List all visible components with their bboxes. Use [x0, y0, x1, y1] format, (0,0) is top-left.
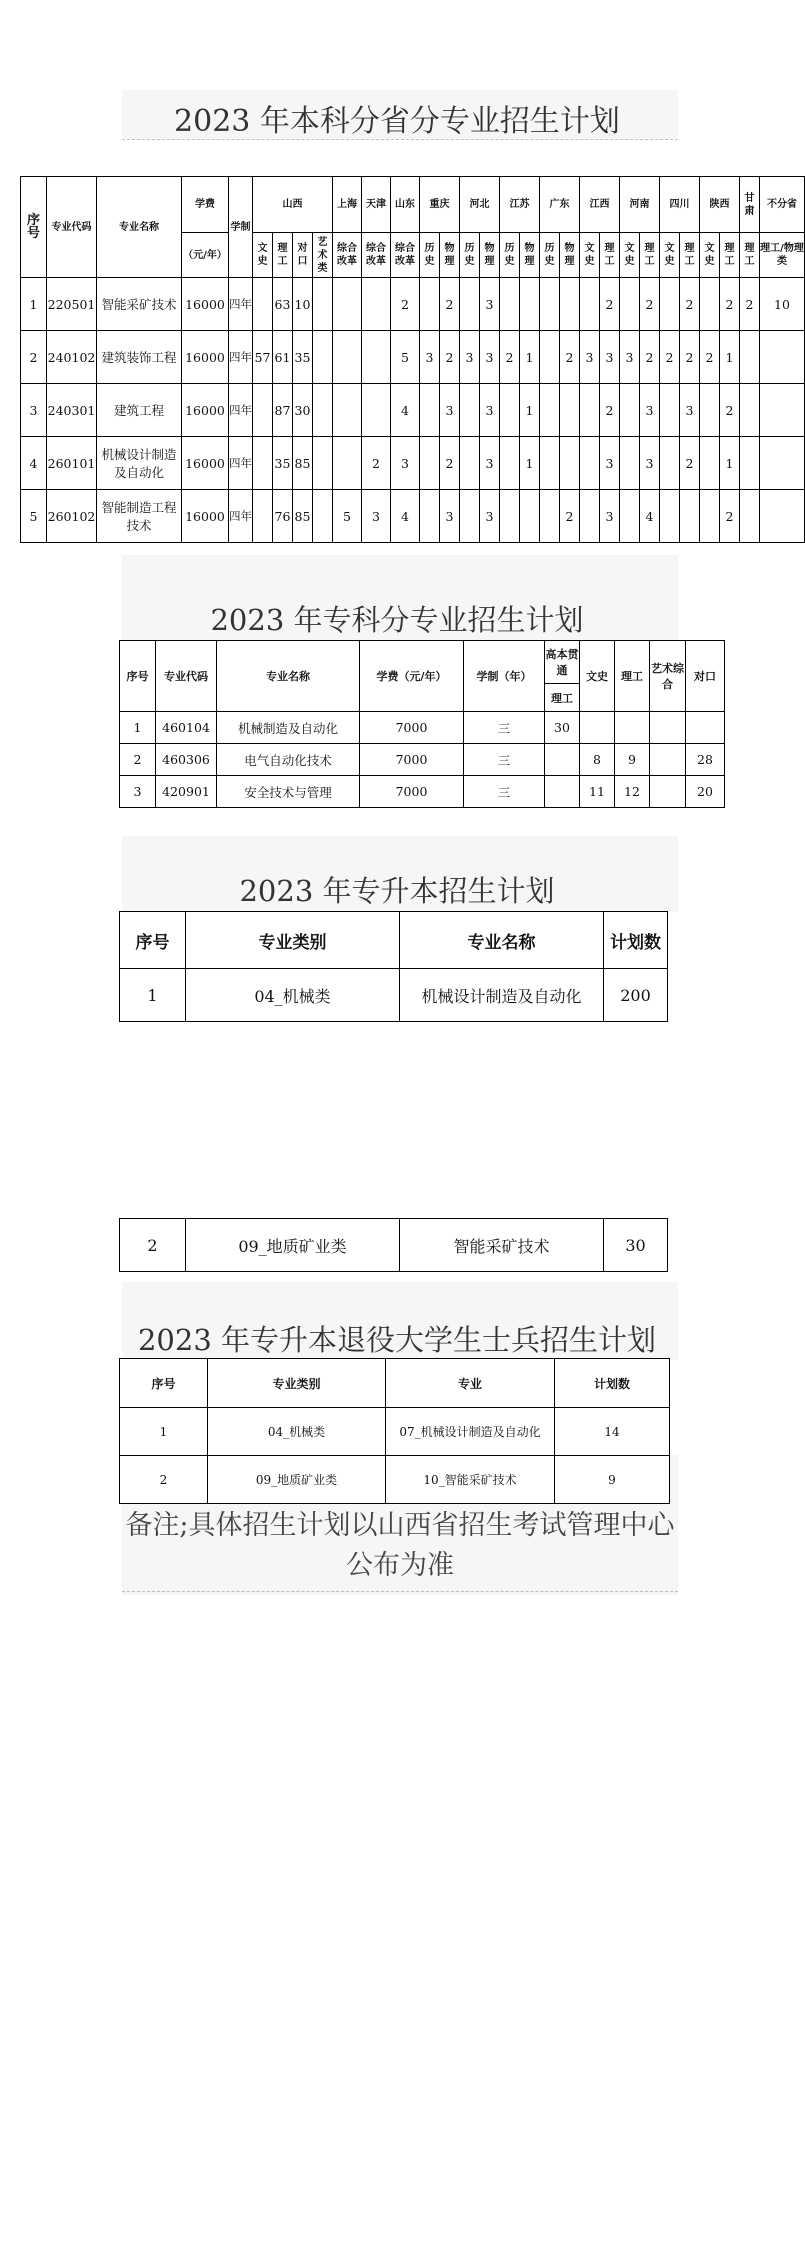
cell-code: 460306 — [156, 744, 217, 776]
cell-value — [313, 278, 333, 331]
cell-value — [660, 384, 680, 437]
c-hdr-code: 专业代码 — [156, 641, 217, 712]
hdr-seq: 序号 — [21, 177, 47, 278]
cell-value — [460, 490, 480, 543]
cell-value — [313, 437, 333, 490]
cell-value: 1 — [720, 331, 740, 384]
cell-value: 2 — [440, 331, 460, 384]
cell-value — [500, 437, 520, 490]
cell-years: 四年 — [229, 490, 253, 543]
cell-value — [760, 490, 805, 543]
table-row — [21, 278, 805, 331]
cell-seq: 1 — [120, 969, 186, 1022]
cell-value — [540, 437, 560, 490]
cell-value — [686, 712, 725, 744]
c-hdr-duikou: 对口 — [686, 641, 725, 712]
cell-value: 10 — [760, 278, 805, 331]
cell-value: 10 — [293, 278, 313, 331]
cell-value: 61 — [273, 331, 293, 384]
cell-value — [540, 384, 560, 437]
cell-seq: 3 — [21, 384, 47, 437]
cell-value — [620, 384, 640, 437]
cell-value — [740, 384, 760, 437]
cell-value — [740, 331, 760, 384]
cell-value: 1 — [720, 437, 740, 490]
subheader-cell: 理工 — [640, 233, 660, 278]
subheader-cell: 物理 — [440, 233, 460, 278]
cell-seq: 3 — [120, 776, 156, 808]
cell-name: 智能制造工程技术 — [97, 490, 182, 543]
cell-fee: 16000 — [182, 490, 229, 543]
undergrad-table — [20, 176, 805, 543]
c-hdr-ligong: 理工 — [615, 641, 650, 712]
subheader-cell: 物理 — [560, 233, 580, 278]
subheader-cell: 综合改革 — [391, 233, 420, 278]
cell-value: 3 — [620, 331, 640, 384]
cell-value — [253, 437, 273, 490]
cell-years: 三 — [464, 712, 545, 744]
hdr-shaanxi: 陕西 — [700, 177, 740, 233]
cell-value — [313, 490, 333, 543]
cell-value: 85 — [293, 490, 313, 543]
cell-value — [545, 744, 580, 776]
cell-value — [460, 437, 480, 490]
cell-value — [460, 384, 480, 437]
cell-value: 2 — [560, 331, 580, 384]
cell-value — [333, 384, 362, 437]
cell-value: 11 — [580, 776, 615, 808]
cell-fee: 16000 — [182, 384, 229, 437]
cell-value — [700, 384, 720, 437]
footnote: 备注;具体招生计划以山西省招生考试管理中心公布为准 — [125, 1510, 675, 1581]
cell-name: 10_智能采矿技术 — [386, 1456, 555, 1504]
hdr-shanghai: 上海 — [333, 177, 362, 233]
cell-name: 智能采矿技术 — [400, 1219, 604, 1272]
u-hdr-name: 专业名称 — [400, 912, 604, 969]
cell-value — [540, 490, 560, 543]
cell-value: 2 — [600, 384, 620, 437]
cell-value — [740, 437, 760, 490]
hdr-chongqing: 重庆 — [420, 177, 460, 233]
cell-seq: 2 — [21, 331, 47, 384]
cell-category: 09_地质矿业类 — [208, 1456, 386, 1504]
cell-value: 2 — [500, 331, 520, 384]
undergrad-title: 2023 年本科分省分专业招生计划 — [174, 104, 620, 139]
cell-value: 4 — [391, 384, 420, 437]
cell-value: 2 — [600, 278, 620, 331]
table-row — [120, 712, 725, 744]
cell-value: 3 — [460, 331, 480, 384]
cell-seq: 1 — [120, 1408, 208, 1456]
cell-value — [333, 437, 362, 490]
cell-value: 3 — [420, 331, 440, 384]
cell-value: 2 — [660, 331, 680, 384]
cell-value — [615, 712, 650, 744]
cell-code: 240301 — [47, 384, 97, 437]
cell-value — [580, 437, 600, 490]
cell-value: 2 — [440, 278, 460, 331]
cell-value — [313, 331, 333, 384]
cell-name: 07_机械设计制造及自动化 — [386, 1408, 555, 1456]
subheader-cell: 理工 — [273, 233, 293, 278]
cell-count: 30 — [604, 1219, 668, 1272]
table-row — [120, 1456, 670, 1504]
cell-value — [545, 776, 580, 808]
table-row — [120, 969, 668, 1022]
subheader-cell: 物理 — [480, 233, 500, 278]
hdr-fee-unit: （元/年） — [182, 233, 229, 278]
cell-value — [333, 278, 362, 331]
cell-years: 四年 — [229, 384, 253, 437]
cell-years: 四年 — [229, 331, 253, 384]
cell-count: 200 — [604, 969, 668, 1022]
hdr-guangdong: 广东 — [540, 177, 580, 233]
cell-value — [540, 331, 560, 384]
c-hdr-gbt-sub: 理工 — [545, 684, 580, 712]
cell-name: 安全技术与管理 — [217, 776, 360, 808]
cell-value: 2 — [680, 331, 700, 384]
hdr-years: 学制 — [229, 177, 253, 278]
college-table — [119, 640, 725, 808]
subheader-cell: 文史 — [580, 233, 600, 278]
upgrade-title: 2023 年专升本招生计划 — [239, 874, 555, 908]
cell-value — [740, 490, 760, 543]
hdr-fee: 学费 — [182, 177, 229, 233]
subheader-cell: 理工 — [720, 233, 740, 278]
cell-value: 30 — [293, 384, 313, 437]
cell-years: 四年 — [229, 437, 253, 490]
cell-value: 2 — [680, 278, 700, 331]
hdr-sichuan: 四川 — [660, 177, 700, 233]
table-row — [120, 744, 725, 776]
cell-value: 2 — [640, 278, 660, 331]
cell-value — [520, 490, 540, 543]
c-hdr-art: 艺术综合 — [650, 641, 686, 712]
cell-value — [760, 437, 805, 490]
cell-value — [660, 437, 680, 490]
cell-value: 1 — [520, 384, 540, 437]
cell-seq: 2 — [120, 1456, 208, 1504]
cell-value: 35 — [273, 437, 293, 490]
cell-value: 35 — [293, 331, 313, 384]
subheader-cell: 历史 — [460, 233, 480, 278]
cell-value: 8 — [580, 744, 615, 776]
subheader-cell: 综合改革 — [362, 233, 391, 278]
subheader-cell: 文史 — [620, 233, 640, 278]
cell-value: 76 — [273, 490, 293, 543]
cell-seq: 2 — [120, 1219, 186, 1272]
hdr-name: 专业名称 — [97, 177, 182, 278]
subheader-cell: 艺术类 — [313, 233, 333, 278]
cell-value — [760, 384, 805, 437]
cell-value — [650, 744, 686, 776]
cell-seq: 1 — [120, 712, 156, 744]
hdr-henan: 河南 — [620, 177, 660, 233]
veteran-title: 2023 年专升本退役大学生士兵招生计划 — [137, 1323, 657, 1357]
cell-value: 1 — [520, 437, 540, 490]
subheader-cell: 历史 — [500, 233, 520, 278]
note-divider — [122, 1591, 678, 1592]
cell-value — [362, 278, 391, 331]
cell-value — [760, 331, 805, 384]
cell-code: 240102 — [47, 331, 97, 384]
cell-value: 63 — [273, 278, 293, 331]
cell-value: 2 — [440, 437, 460, 490]
cell-code: 260101 — [47, 437, 97, 490]
cell-fee: 7000 — [360, 744, 464, 776]
cell-value: 3 — [480, 490, 500, 543]
table-row — [120, 776, 725, 808]
cell-value: 5 — [333, 490, 362, 543]
c-hdr-seq: 序号 — [120, 641, 156, 712]
cell-value: 3 — [362, 490, 391, 543]
cell-value — [253, 384, 273, 437]
subheader-cell: 历史 — [540, 233, 560, 278]
cell-category: 04_机械类 — [208, 1408, 386, 1456]
cell-value: 20 — [686, 776, 725, 808]
subheader-cell: 文史 — [253, 233, 273, 278]
cell-value: 3 — [480, 278, 500, 331]
cell-value — [680, 490, 700, 543]
subheader-cell: 物理 — [520, 233, 540, 278]
cell-value: 2 — [720, 278, 740, 331]
subheader-cell: 文史 — [660, 233, 680, 278]
c-hdr-gbt: 高本贯通 — [545, 641, 580, 684]
cell-seq: 2 — [120, 744, 156, 776]
upgrade-table — [119, 911, 668, 1022]
cell-value: 2 — [391, 278, 420, 331]
cell-value — [700, 278, 720, 331]
cell-value: 3 — [480, 437, 500, 490]
cell-value — [700, 437, 720, 490]
cell-value — [460, 278, 480, 331]
cell-value: 57 — [253, 331, 273, 384]
subheader-cell: 理工 — [600, 233, 620, 278]
cell-value: 3 — [480, 331, 500, 384]
college-title: 2023 年专科分专业招生计划 — [210, 603, 584, 637]
hdr-tianjin: 天津 — [362, 177, 391, 233]
cell-value: 2 — [362, 437, 391, 490]
cell-value: 30 — [545, 712, 580, 744]
cell-value: 3 — [680, 384, 700, 437]
cell-value: 4 — [391, 490, 420, 543]
cell-category: 04_机械类 — [186, 969, 400, 1022]
cell-value — [650, 776, 686, 808]
cell-value: 3 — [440, 490, 460, 543]
cell-value: 2 — [680, 437, 700, 490]
cell-name: 智能采矿技术 — [97, 278, 182, 331]
cell-years: 三 — [464, 776, 545, 808]
cell-value — [333, 331, 362, 384]
cell-category: 09_地质矿业类 — [186, 1219, 400, 1272]
cell-value — [420, 384, 440, 437]
cell-value — [313, 384, 333, 437]
c-hdr-fee: 学费（元/年） — [360, 641, 464, 712]
cell-value — [362, 331, 391, 384]
cell-value: 28 — [686, 744, 725, 776]
cell-value: 2 — [640, 331, 660, 384]
cell-value — [420, 278, 440, 331]
subheader-cell: 历史 — [420, 233, 440, 278]
table-row — [21, 490, 805, 543]
subheader-cell: 对口 — [293, 233, 313, 278]
cell-value: 2 — [560, 490, 580, 543]
cell-value: 1 — [520, 331, 540, 384]
cell-value: 3 — [600, 437, 620, 490]
cell-years: 三 — [464, 744, 545, 776]
cell-value: 2 — [720, 384, 740, 437]
cell-value: 9 — [615, 744, 650, 776]
subheader-cell: 文史 — [700, 233, 720, 278]
cell-name: 建筑装饰工程 — [97, 331, 182, 384]
hdr-hebei: 河北 — [460, 177, 500, 233]
cell-value — [420, 437, 440, 490]
cell-value — [362, 384, 391, 437]
hdr-shanxi: 山西 — [253, 177, 333, 233]
cell-value — [500, 384, 520, 437]
hdr-nosplit: 不分省 — [760, 177, 805, 233]
cell-fee: 16000 — [182, 437, 229, 490]
cell-value: 3 — [580, 331, 600, 384]
u-hdr-count: 计划数 — [604, 912, 668, 969]
cell-value — [660, 278, 680, 331]
cell-name: 机械设计制造及自动化 — [97, 437, 182, 490]
hdr-gansu: 甘肃 — [740, 177, 760, 233]
cell-value — [650, 712, 686, 744]
subheader-cell: 理工 — [680, 233, 700, 278]
cell-code: 420901 — [156, 776, 217, 808]
cell-count: 9 — [555, 1456, 670, 1504]
upgrade-table-continued — [119, 1218, 668, 1272]
cell-name: 机械设计制造及自动化 — [400, 969, 604, 1022]
subheader-cell: 理工/物理类 — [760, 233, 805, 278]
cell-fee: 16000 — [182, 278, 229, 331]
cell-value: 3 — [600, 490, 620, 543]
cell-value: 3 — [391, 437, 420, 490]
u-hdr-seq: 序号 — [120, 912, 186, 969]
table-row — [21, 384, 805, 437]
cell-value: 3 — [440, 384, 460, 437]
cell-value: 3 — [640, 384, 660, 437]
cell-value — [253, 490, 273, 543]
title-divider — [122, 139, 678, 140]
subheader-cell: 综合改革 — [333, 233, 362, 278]
v-hdr-seq: 序号 — [120, 1359, 208, 1408]
cell-value — [580, 490, 600, 543]
hdr-shandong: 山东 — [391, 177, 420, 233]
cell-value — [660, 490, 680, 543]
hdr-jiangxi: 江西 — [580, 177, 620, 233]
u-hdr-category: 专业类别 — [186, 912, 400, 969]
c-hdr-wenshi: 文史 — [580, 641, 615, 712]
cell-fee: 7000 — [360, 712, 464, 744]
cell-value: 3 — [640, 437, 660, 490]
cell-seq: 1 — [21, 278, 47, 331]
cell-value — [700, 490, 720, 543]
cell-value: 87 — [273, 384, 293, 437]
table-row — [21, 331, 805, 384]
subheader-cell: 理工 — [740, 233, 760, 278]
cell-fee: 7000 — [360, 776, 464, 808]
v-hdr-count: 计划数 — [555, 1359, 670, 1408]
v-hdr-category: 专业类别 — [208, 1359, 386, 1408]
cell-value — [580, 278, 600, 331]
c-hdr-name: 专业名称 — [217, 641, 360, 712]
hdr-code: 专业代码 — [47, 177, 97, 278]
v-hdr-name: 专业 — [386, 1359, 555, 1408]
cell-value: 12 — [615, 776, 650, 808]
cell-value — [520, 278, 540, 331]
c-hdr-years: 学制（年） — [464, 641, 545, 712]
table-row — [120, 1219, 668, 1272]
cell-value — [620, 490, 640, 543]
cell-seq: 4 — [21, 437, 47, 490]
cell-name: 电气自动化技术 — [217, 744, 360, 776]
cell-code: 260102 — [47, 490, 97, 543]
cell-count: 14 — [555, 1408, 670, 1456]
cell-value — [580, 384, 600, 437]
cell-value — [500, 278, 520, 331]
cell-value — [580, 712, 615, 744]
cell-years: 四年 — [229, 278, 253, 331]
cell-value: 5 — [391, 331, 420, 384]
cell-value — [560, 384, 580, 437]
cell-code: 220501 — [47, 278, 97, 331]
cell-value: 2 — [740, 278, 760, 331]
cell-value — [420, 490, 440, 543]
veteran-table — [119, 1358, 670, 1504]
cell-value — [560, 437, 580, 490]
cell-fee: 16000 — [182, 331, 229, 384]
cell-value: 3 — [600, 331, 620, 384]
cell-value: 85 — [293, 437, 313, 490]
cell-value: 2 — [720, 490, 740, 543]
hdr-jiangsu: 江苏 — [500, 177, 540, 233]
cell-value: 3 — [480, 384, 500, 437]
table-row — [120, 1408, 670, 1456]
cell-value — [540, 278, 560, 331]
cell-name: 建筑工程 — [97, 384, 182, 437]
cell-value — [500, 490, 520, 543]
cell-value — [620, 278, 640, 331]
cell-name: 机械制造及自动化 — [217, 712, 360, 744]
cell-value — [620, 437, 640, 490]
cell-value: 2 — [700, 331, 720, 384]
cell-value — [253, 278, 273, 331]
cell-value — [560, 278, 580, 331]
cell-seq: 5 — [21, 490, 47, 543]
table-row — [21, 437, 805, 490]
cell-code: 460104 — [156, 712, 217, 744]
cell-value: 4 — [640, 490, 660, 543]
